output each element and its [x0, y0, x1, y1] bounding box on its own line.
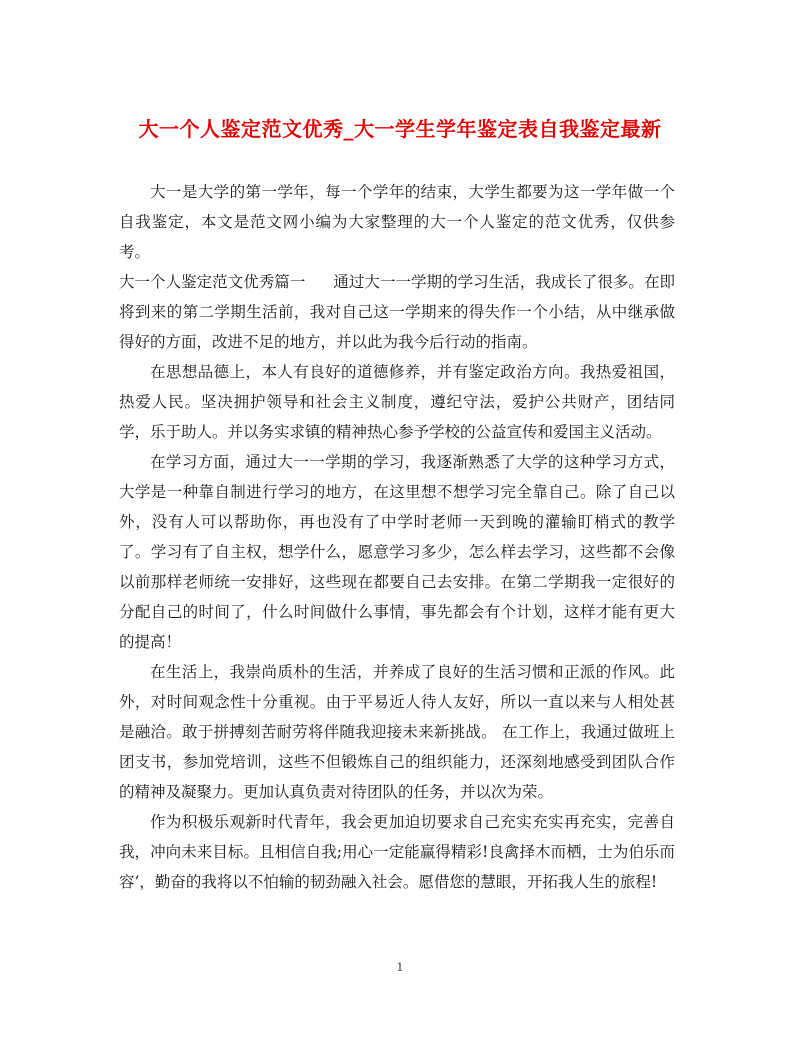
- page-number: 1: [396, 961, 404, 974]
- section-paragraph: [119, 267, 675, 357]
- document-body: [119, 177, 675, 897]
- page-title: 大一个人鉴定范文优秀_大一学生学年鉴定表自我鉴定最新: [138, 117, 662, 141]
- section-first-text: 通过大一一学期的学习生活，我成长了很多。在即将到来的第二学期生活前，我对自己这一学期来的得失作一个小结，从中继承做得好的方面，改进不足的地方，并以此为我今后行动的指南。: [119, 273, 675, 351]
- paragraph-life-work: 在生活上，我崇尚质朴的生活，并养成了良好的生活习惯和正派的作风。此外，对时间观念性十分重视。由于平易近人待人友好，所以一直以来与人相处甚是融洽。敢于拼搏刻苦耐劳将伴随我迎接未来新挑战。 在工作上，我通过做班上团支书，参加党培训，这些不但锻炼自己的组织能力，还深刻地感受到团队合作的精神及凝聚力。更加认真负责对待团队的任务，并以次为荣。: [119, 663, 675, 801]
- paragraph-ethics: 在思想品德上，本人有良好的道德修养，并有鉴定政治方向。我热爱祖国，热爱人民。坚决拥护领导和社会主义制度，遵纪守法，爱护公共财产，团结同学，乐于助人。并以务实求镇的精神热心参予学校的公益宣传和爱国主义活动。: [119, 363, 675, 441]
- paragraph-conclusion: 作为积极乐观新时代青年，我会更加迫切要求自己充实充实再充实，完善自我，冲向未来目标。且相信自我;用心一定能赢得精彩!良禽择木而栖，士为伯乐而容’，勤奋的我将以不怕输的韧劲融入社会。愿借您的慧眼，开拓我人生的旅程!: [119, 813, 675, 891]
- paragraph-study: 在学习方面，通过大一一学期的学习，我逐渐熟悉了大学的这种学习方式，大学是一种靠自制进行学习的地方，在这里想不想学习完全靠自己。除了自己以外，没有人可以帮助你，再也没有了中学时老师一天到晚的灌输盯梢式的教学了。学习有了自主权，想学什么，愿意学习多少，怎么样去学习，这些都不会像以前那样老师统一安排好，这些现在都要自己去安排。在第二学期我一定很好的分配自己的时间了，什么时间做什么事情，事先都会有个计划，这样才能有更大的提高！: [119, 453, 675, 651]
- intro-paragraph: 大一是大学的第一学年，每一个学年的结束，大学生都要为这一学年做一个自我鉴定，本文是范文网小编为大家整理的大一个人鉴定的范文优秀，仅供参考。: [119, 183, 675, 261]
- section-heading: 大一个人鉴定范文优秀篇一: [119, 273, 306, 291]
